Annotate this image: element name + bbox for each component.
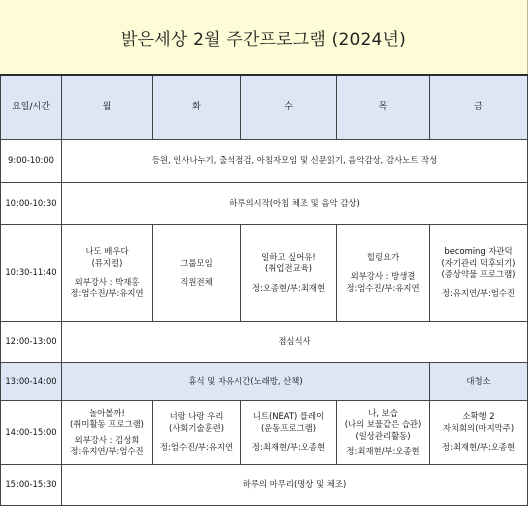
program-cell-thu [337,401,430,465]
program-staff: 정:최재현/부:오종현 [251,442,326,453]
activity-cell: 등원, 인사나누기, 출석점검, 아침자모임 및 신문읽기, 음악감상, 감사노트 작성 [62,140,528,183]
program-cell-wed [241,401,337,465]
program-instructor: 외부강사 : 김성희 [74,434,140,445]
program-name: 니트(NEAT) 플레이 [252,411,325,422]
program-cell-wed [241,225,337,322]
program-cell-tue [153,401,241,465]
program-name: 소확행 2 [462,411,495,422]
row-close [1,465,528,506]
program-name: 너랑 나랑 우리 [169,411,224,422]
time-cell: 10:30-11:40 [1,225,62,322]
title-bar [0,0,528,74]
activity-cell: 하루의 마무리(명상 및 체조) [62,465,528,506]
program-staff: 정:유지연/부:엄수진 [70,445,144,456]
time-cell: 10:00-10:30 [1,183,62,225]
program-staff: 정:최재현/부:오종현 [441,442,516,453]
program-subtitle: (자기관리 덕후되기) [441,257,516,268]
header-day-fri: 금 [430,75,528,140]
program-subtitle: (취업전교육) [265,263,312,274]
program-staff: 정:엄수진/부:유지연 [346,282,420,293]
row-program-1 [1,225,528,322]
program-instructor: 외부강사 : 박재홍 [74,277,140,287]
program-cell-fri [430,225,528,322]
program-name: 그룹모임 [180,257,213,268]
activity-cell: 하루의시작(아침 체조 및 음악 감상) [62,183,528,225]
program-instructor: 외부강사 : 방생결 [350,271,416,282]
program-staff: 직원전체 [180,277,213,287]
program-subtitle: (운동프로그램) [260,422,317,433]
program-name: 일하고 싶어유! [261,251,316,262]
row-open [1,140,528,183]
time-cell: 13:00-14:00 [1,363,62,401]
program-staff: 정:최재현/부:오종현 [346,445,420,456]
program-staff: 정:유지연/부:엄수진 [441,288,516,299]
time-cell: 14:00-15:00 [1,401,62,465]
program-name: 나, 보습 [368,407,398,418]
row-lunch [1,322,528,363]
activity-cell: 점심식사 [62,322,528,363]
header-time: 요일/시간 [1,75,62,140]
time-cell: 15:00-15:30 [1,465,62,506]
header-day-thu: 목 [337,75,430,140]
program-name: becoming 자관덕 [444,246,513,257]
header-day-tue: 화 [153,75,241,140]
program-name: 힐링요가 [366,251,400,262]
cleaning-cell: 대청소 [430,363,528,401]
program-subtitle: (사회기술훈련) [168,422,225,433]
program-staff: 정:엄수진/부:유지연 [70,288,144,299]
program-subtitle: 자치회의(마지막주) [442,422,515,433]
time-cell: 12:00-13:00 [1,322,62,363]
program-name: 나도 배우다 [85,246,129,257]
header-row [1,75,528,140]
program-subtitle: (뮤지컬) [91,257,123,268]
program-subtitle-2: (증상약물 프로그램) [441,269,516,279]
header-day-mon: 월 [62,75,153,140]
activity-cell: 휴식 및 자유시간(노래방, 산책) [62,363,430,401]
row-free-time [1,363,528,401]
row-morning [1,183,528,225]
program-subtitle: (취미활동 프로그램) [70,419,144,430]
header-day-wed: 수 [241,75,337,140]
weekly-schedule-table [0,74,528,506]
program-staff: 정:오종현/부:최재현 [251,282,326,293]
page-title: 밝은세상 2월 주간프로그램 (2024년) [120,29,407,50]
time-cell: 9:00-10:00 [1,140,62,183]
program-cell-mon [62,225,153,322]
program-name: 놀아볼까! [89,407,125,418]
program-staff: 정:엄수진/부:유지연 [159,442,234,453]
program-subtitle: (나의 보물같은 습관) [344,419,422,430]
program-cell-thu [337,225,430,322]
program-subtitle-2: (일상관리활동) [355,430,411,441]
program-cell-tue [153,225,241,322]
program-cell-fri [430,401,528,465]
program-cell-mon [62,401,153,465]
row-program-2 [1,401,528,465]
